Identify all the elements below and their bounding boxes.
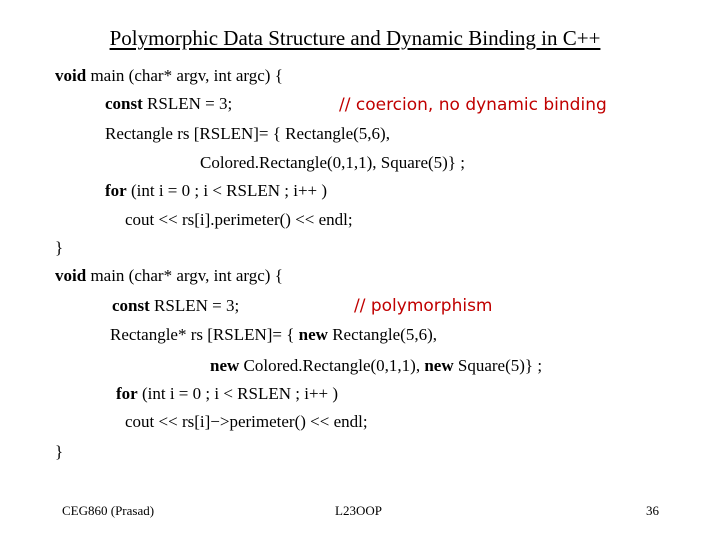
array-declaration-1: Rectangle rs [RSLEN]= { Rectangle(5,6), [105,124,390,143]
code-comment-1: // coercion, no dynamic binding [339,95,607,115]
for-text: (int i = 0 ; i < RSLEN ; i++ ) [137,384,339,403]
array-continuation-1: Colored.Rectangle(0,1,1), Square(5)} ; [200,153,465,172]
keyword-new: new [424,356,454,375]
array-declaration-2 [110,325,437,345]
main-signature-1 [55,66,283,86]
footer-author: CEG860 (Prasad) [62,503,155,518]
footer-lecture-id: L23OOP [335,503,382,518]
keyword-const: const [112,296,150,315]
array-continuation-2 [210,356,542,376]
closing-brace-1: } [55,238,64,257]
slide-title: Polymorphic Data Structure and Dynamic Binding in C++ [109,26,601,50]
array-decl-text: Rectangle* rs [RSLEN]= { [110,325,299,344]
signature-text: main (char* argv, int argc) { [86,66,283,85]
array-cont-text: Square(5)} ; [453,356,543,375]
array-cont-text: Colored.Rectangle(0,1,1), [239,356,425,375]
keyword-new: new [210,356,240,375]
keyword-const: const [105,94,143,113]
const-declaration-2 [112,296,239,316]
cout-statement-1: cout << rs[i].perimeter() << endl; [125,210,353,229]
const-text: RSLEN = 3; [149,296,240,315]
for-loop-1 [105,181,327,201]
array-decl-text: Rectangle(5,6), [327,325,437,344]
cout-statement-2: cout << rs[i]−>perimeter() << endl; [125,412,368,431]
for-loop-2 [116,384,338,404]
keyword-for: for [105,181,127,200]
code-comment-2: // polymorphism [354,296,493,316]
main-signature-2 [55,266,283,286]
keyword-void: void [55,66,87,85]
keyword-void: void [55,266,87,285]
for-text: (int i = 0 ; i < RSLEN ; i++ ) [126,181,328,200]
keyword-new: new [298,325,328,344]
signature-text: main (char* argv, int argc) { [86,266,283,285]
const-declaration-1 [105,94,232,114]
closing-brace-2: } [55,442,64,461]
const-text: RSLEN = 3; [142,94,233,113]
keyword-for: for [116,384,138,403]
page-number: 36 [646,503,659,518]
